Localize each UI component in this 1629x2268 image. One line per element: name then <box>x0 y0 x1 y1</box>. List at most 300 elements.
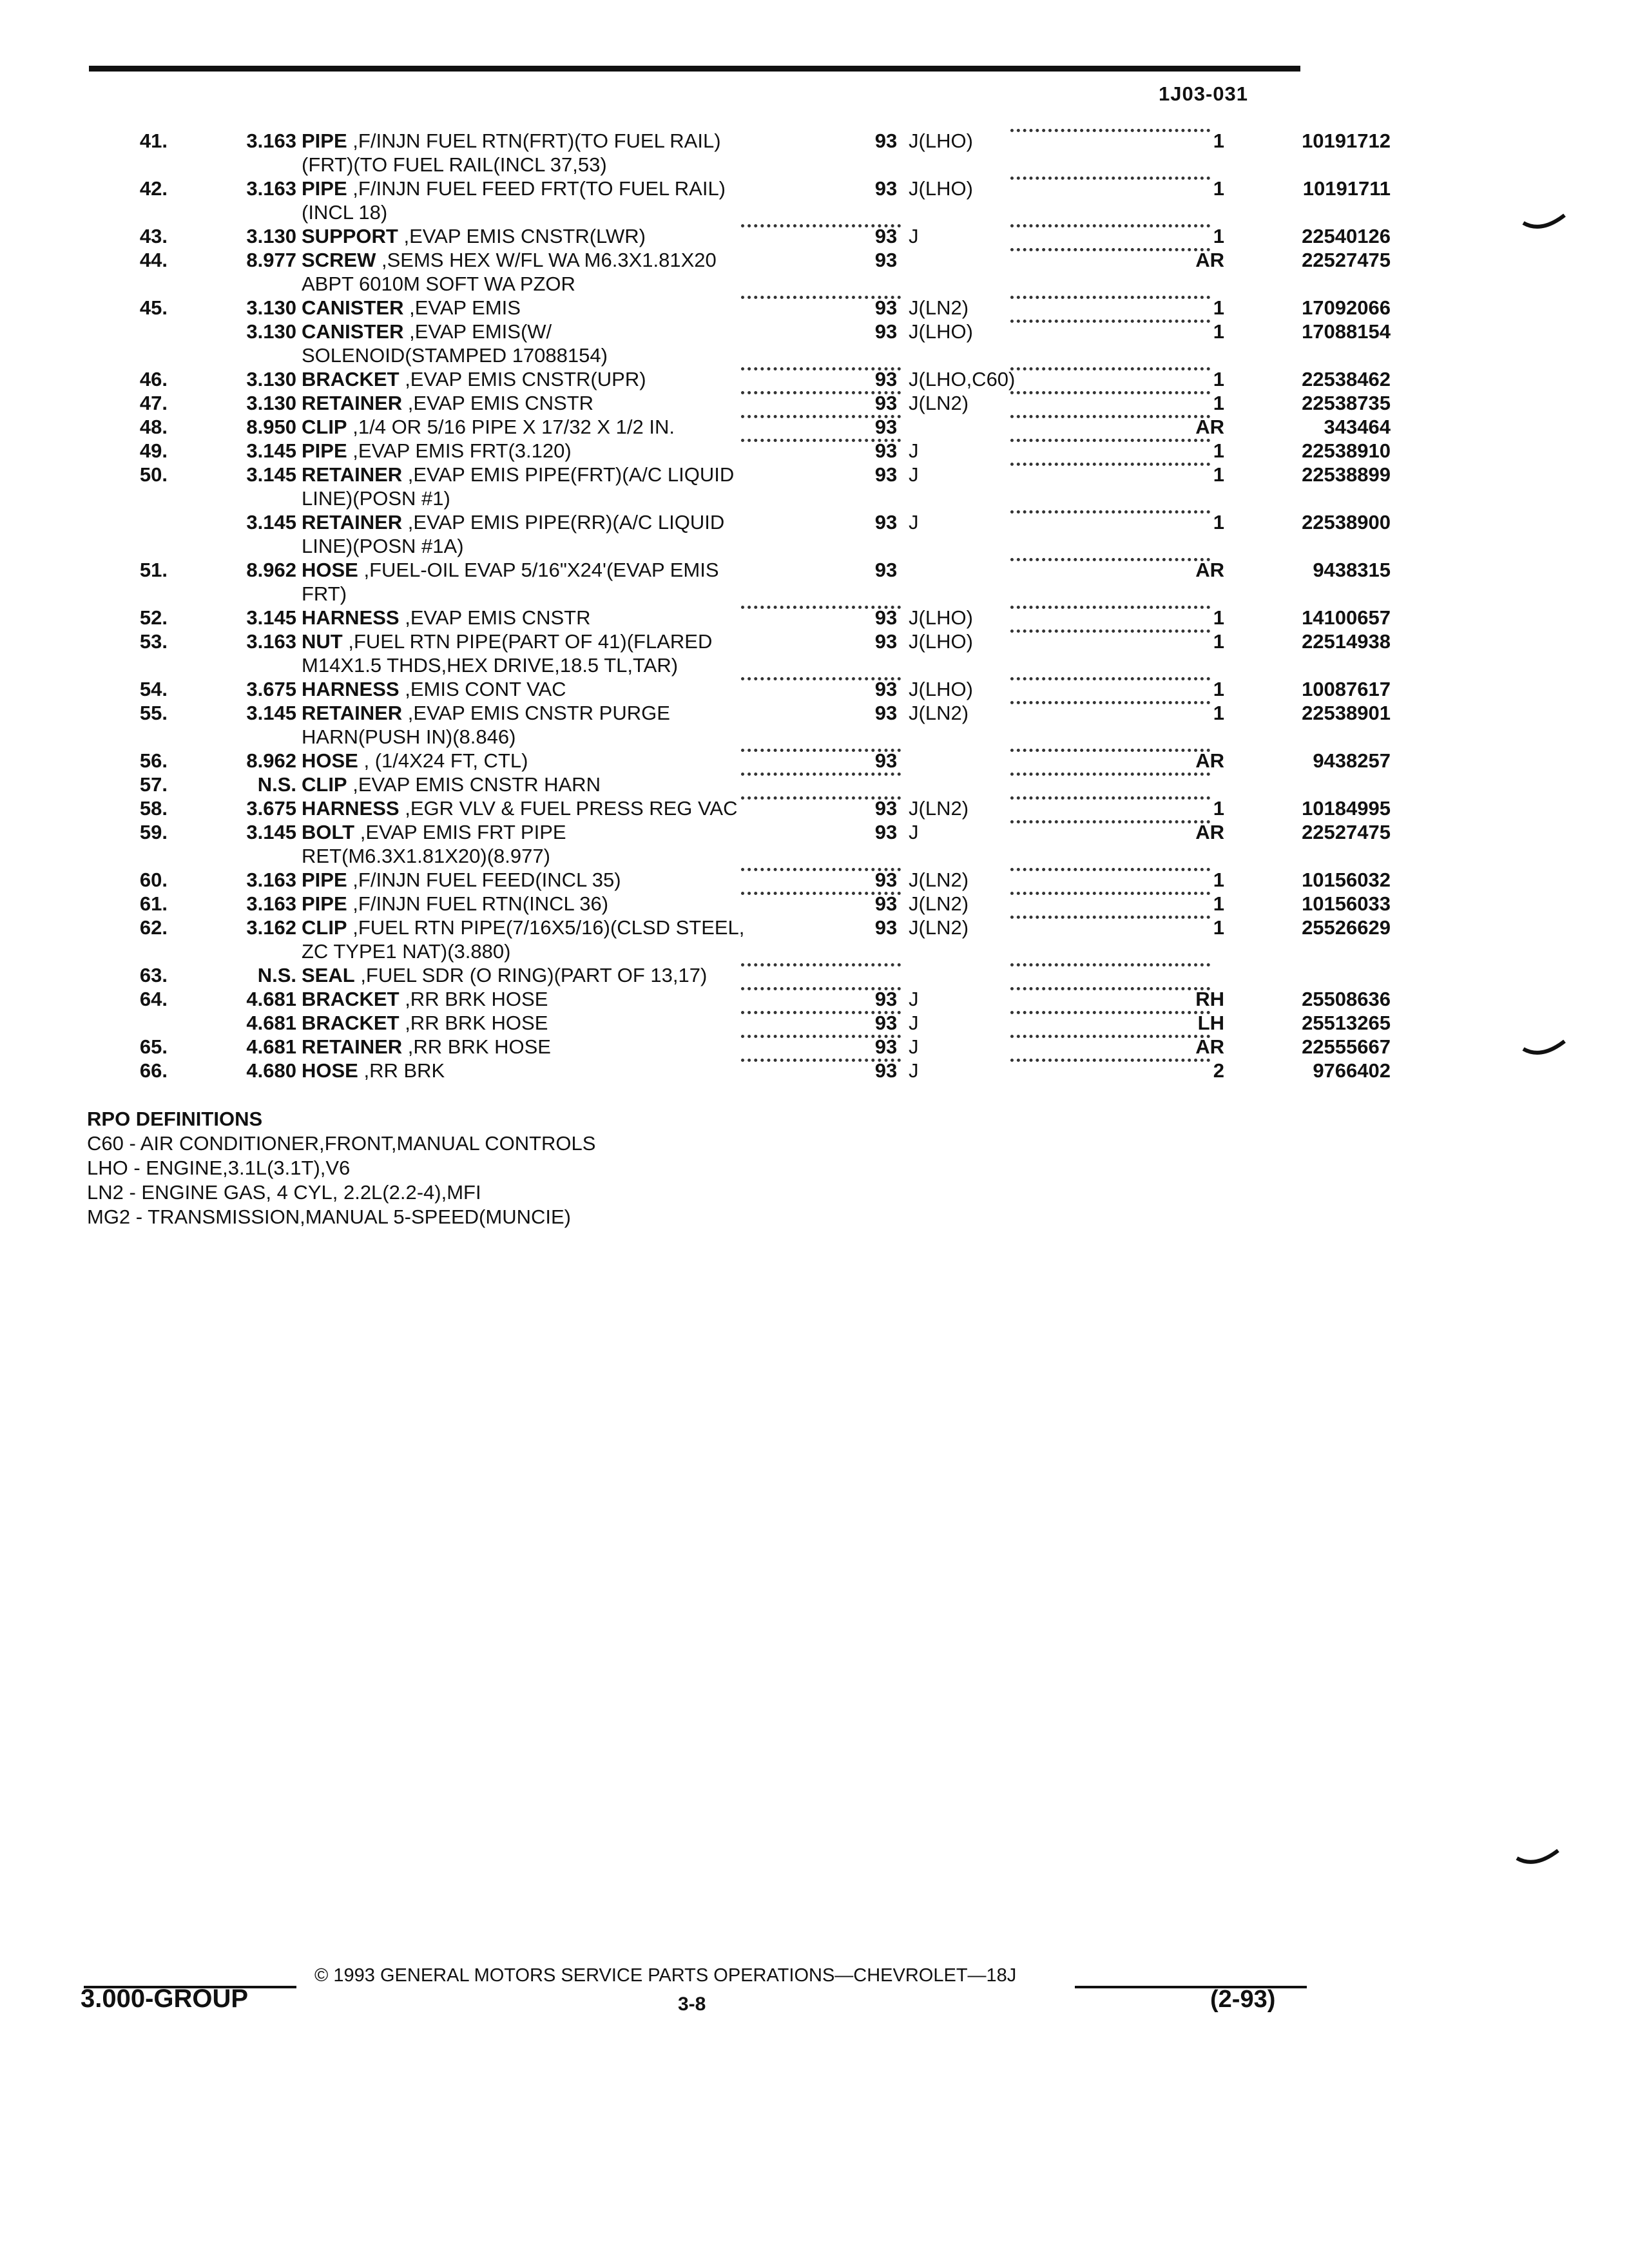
part-name: HOSE <box>302 559 358 581</box>
footer-group: 3.000-GROUP <box>81 1984 249 2013</box>
usage-code: J(LHO) <box>909 630 973 653</box>
table-row <box>90 415 1391 439</box>
group-number: 3.145 <box>246 439 296 462</box>
item-number: 44. <box>139 249 168 271</box>
table-row <box>90 558 1391 582</box>
model-year: 93 <box>874 392 898 414</box>
usage-code: J(LHO,C60) <box>909 368 1016 390</box>
group-number: 8.962 <box>246 749 296 772</box>
continuation-text: LINE)(POSN #1A) <box>302 535 464 557</box>
usage-code: J <box>909 821 919 843</box>
model-year: 93 <box>874 177 898 200</box>
item-number: 46. <box>139 368 168 390</box>
description-continuation <box>90 272 1302 296</box>
model-year: 93 <box>874 1059 898 1082</box>
part-detail: ,F/INJN FUEL RTN(INCL 36) <box>352 892 609 915</box>
model-year: 93 <box>874 225 898 247</box>
usage-code: J(LN2) <box>909 797 969 820</box>
group-number: N.S. <box>257 964 296 986</box>
group-number: 3.130 <box>246 320 296 343</box>
description-continuation <box>90 725 1302 749</box>
part-number: 10156032 <box>1302 869 1391 891</box>
part-number: 22527475 <box>1302 249 1391 271</box>
usage-code: J(LHO) <box>909 320 973 343</box>
part-detail: ,EMIS CONT VAC <box>405 678 566 700</box>
part-name: BRACKET <box>302 368 400 390</box>
model-year: 93 <box>874 702 898 724</box>
continuation-text: LINE)(POSN #1) <box>302 487 450 510</box>
model-year: 93 <box>874 296 898 319</box>
quantity: AR <box>1195 749 1224 772</box>
item-number: 45. <box>139 296 168 319</box>
quantity: 1 <box>1213 439 1224 462</box>
group-number: 4.680 <box>246 1059 296 1082</box>
usage-code: J(LHO) <box>909 606 973 629</box>
table-row <box>90 1035 1391 1059</box>
rpo-definitions <box>87 1107 595 1229</box>
quantity: AR <box>1195 416 1224 438</box>
part-detail: ,FUEL RTN PIPE(7/16X5/16)(CLSD STEEL, <box>352 916 745 939</box>
quantity: AR <box>1195 249 1224 271</box>
part-name: BOLT <box>302 821 355 843</box>
quantity: 1 <box>1213 177 1224 200</box>
part-description <box>302 868 621 892</box>
model-year: 93 <box>874 249 898 271</box>
description-continuation <box>90 844 1302 868</box>
quantity: 1 <box>1213 320 1224 343</box>
group-number: N.S. <box>257 773 296 796</box>
group-number: 4.681 <box>246 1035 296 1058</box>
table-row <box>90 224 1391 248</box>
part-number: 9438257 <box>1313 749 1391 772</box>
continuation-text: RET(M6.3X1.81X20)(8.977) <box>302 845 550 867</box>
usage-code: J(LN2) <box>909 892 969 915</box>
part-name: RETAINER <box>302 392 403 414</box>
part-description <box>302 296 521 320</box>
usage-code: J(LHO) <box>909 130 973 152</box>
part-name: CLIP <box>302 416 347 438</box>
table-row <box>90 320 1391 343</box>
part-detail: ,F/INJN FUEL FEED FRT(TO FUEL RAIL) <box>352 177 726 200</box>
part-description <box>302 820 566 844</box>
part-description <box>302 177 726 200</box>
part-number: 22538900 <box>1302 511 1391 533</box>
quantity: LH <box>1197 1012 1224 1034</box>
group-number: 3.130 <box>246 296 296 319</box>
group-number: 3.130 <box>246 368 296 390</box>
dot-leader <box>741 773 901 776</box>
usage-code: J(LN2) <box>909 869 969 891</box>
model-year: 93 <box>874 892 898 915</box>
part-detail: ,RR BRK HOSE <box>405 988 548 1010</box>
quantity: 1 <box>1213 392 1224 414</box>
part-detail: ,RR BRK HOSE <box>405 1012 548 1034</box>
part-description <box>302 129 721 153</box>
quantity: 1 <box>1213 225 1224 247</box>
model-year: 93 <box>874 439 898 462</box>
model-year: 93 <box>874 988 898 1010</box>
part-detail: ,RR BRK <box>363 1059 445 1082</box>
quantity: 2 <box>1213 1059 1224 1082</box>
part-detail: ,F/INJN FUEL FEED(INCL 35) <box>352 869 621 891</box>
part-number: 22538735 <box>1302 392 1391 414</box>
model-year: 93 <box>874 559 898 581</box>
part-name: RETAINER <box>302 463 403 486</box>
dot-leader <box>1010 773 1210 776</box>
table-row <box>90 701 1391 725</box>
group-number: 3.675 <box>246 678 296 700</box>
part-number: 343464 <box>1324 416 1391 438</box>
part-number: 25526629 <box>1302 916 1391 939</box>
part-description <box>302 677 566 701</box>
check-mark-icon <box>1522 1039 1567 1058</box>
group-number: 8.977 <box>246 249 296 271</box>
part-number: 22538462 <box>1302 368 1391 390</box>
item-number: 56. <box>139 749 168 772</box>
table-row <box>90 963 1302 987</box>
part-description <box>302 963 707 987</box>
part-description <box>302 987 548 1011</box>
dot-leader <box>741 963 901 966</box>
part-detail: ,EVAP EMIS(W/ <box>409 320 552 343</box>
model-year: 93 <box>874 630 898 653</box>
model-year: 93 <box>874 606 898 629</box>
table-row <box>90 248 1391 272</box>
part-description <box>302 224 646 248</box>
item-number: 57. <box>139 773 168 796</box>
part-name: CANISTER <box>302 296 404 319</box>
model-year: 93 <box>874 821 898 843</box>
group-number: 3.163 <box>246 869 296 891</box>
rpo-line: MG2 - TRANSMISSION,MANUAL 5-SPEED(MUNCIE) <box>87 1206 571 1228</box>
part-number: 22540126 <box>1302 225 1391 247</box>
part-description <box>302 606 590 629</box>
table-row <box>90 987 1391 1011</box>
part-description <box>302 510 724 534</box>
part-detail: ,1/4 OR 5/16 PIPE X 17/32 X 1/2 IN. <box>352 416 675 438</box>
part-number: 22527475 <box>1302 821 1391 843</box>
item-number: 66. <box>139 1059 168 1082</box>
group-number: 3.163 <box>246 130 296 152</box>
part-description <box>302 1035 551 1059</box>
description-continuation <box>90 343 1302 367</box>
part-detail: ,EVAP EMIS FRT PIPE <box>360 821 566 843</box>
table-row <box>90 391 1391 415</box>
table-row <box>90 820 1391 844</box>
part-detail: ,FUEL SDR (O RING)(PART OF 13,17) <box>360 964 708 986</box>
item-number: 60. <box>139 869 168 891</box>
item-number: 51. <box>139 559 168 581</box>
part-description <box>302 439 572 463</box>
part-number: 17092066 <box>1302 296 1391 319</box>
part-description <box>302 558 719 582</box>
group-number: 4.681 <box>246 988 296 1010</box>
continuation-text: ZC TYPE1 NAT)(3.880) <box>302 940 511 963</box>
part-number: 25513265 <box>1302 1012 1391 1034</box>
part-description <box>302 629 712 653</box>
usage-code: J(LN2) <box>909 702 969 724</box>
model-year: 93 <box>874 463 898 486</box>
quantity: 1 <box>1213 678 1224 700</box>
table-row <box>90 868 1391 892</box>
part-number: 22538899 <box>1302 463 1391 486</box>
description-continuation <box>90 153 1302 177</box>
table-row <box>90 796 1391 820</box>
part-description <box>302 916 744 939</box>
table-row <box>90 367 1391 391</box>
usage-code: J <box>909 439 919 462</box>
table-row <box>90 892 1391 916</box>
group-number: 3.145 <box>246 463 296 486</box>
part-name: RETAINER <box>302 1035 403 1058</box>
part-detail: ,FUEL-OIL EVAP 5/16"X24'(EVAP EMIS <box>363 559 719 581</box>
part-name: SUPPORT <box>302 225 398 247</box>
usage-code: J <box>909 463 919 486</box>
table-row <box>90 296 1391 320</box>
top-rule <box>89 66 1300 72</box>
rpo-line: LHO - ENGINE,3.1L(3.1T),V6 <box>87 1157 351 1179</box>
part-name: SCREW <box>302 249 376 271</box>
part-detail: ,EVAP EMIS CNSTR(LWR) <box>403 225 646 247</box>
continuation-text: ABPT 6010M SOFT WA PZOR <box>302 273 575 295</box>
description-continuation <box>90 534 1302 558</box>
model-year: 93 <box>874 797 898 820</box>
model-year: 93 <box>874 678 898 700</box>
part-detail: ,SEMS HEX W/FL WA M6.3X1.81X20 <box>381 249 717 271</box>
continuation-text: M14X1.5 THDS,HEX DRIVE,18.5 TL,TAR) <box>302 654 679 677</box>
part-description <box>302 367 646 391</box>
quantity: AR <box>1195 1035 1224 1058</box>
part-detail: ,EVAP EMIS PIPE(RR)(A/C LIQUID <box>407 511 725 533</box>
group-number: 8.950 <box>246 416 296 438</box>
part-number: 10191712 <box>1302 130 1391 152</box>
part-name: HARNESS <box>302 797 400 820</box>
part-name: PIPE <box>302 439 347 462</box>
continuation-text: (FRT)(TO FUEL RAIL(INCL 37,53) <box>302 153 607 176</box>
group-number: 4.681 <box>246 1012 296 1034</box>
part-name: RETAINER <box>302 702 403 724</box>
part-description <box>302 248 717 272</box>
part-number: 10184995 <box>1302 797 1391 820</box>
part-detail: ,EGR VLV & FUEL PRESS REG VAC <box>405 797 738 820</box>
continuation-text: FRT) <box>302 582 347 605</box>
usage-code: J <box>909 1035 919 1058</box>
table-row <box>90 749 1391 773</box>
item-number: 41. <box>139 130 168 152</box>
description-continuation <box>90 200 1302 224</box>
continuation-text: HARN(PUSH IN)(8.846) <box>302 726 516 748</box>
part-number: 22514938 <box>1302 630 1391 653</box>
footer-page-number: 3-8 <box>678 1994 706 2015</box>
parts-list <box>90 129 1391 1082</box>
part-detail: ,EVAP EMIS CNSTR <box>407 392 594 414</box>
item-number: 42. <box>139 177 168 200</box>
part-description <box>302 463 734 486</box>
model-year: 93 <box>874 1012 898 1034</box>
part-detail: , (1/4X24 FT, CTL) <box>363 749 528 772</box>
table-row <box>90 1059 1391 1082</box>
part-description <box>302 391 593 415</box>
part-description <box>302 415 675 439</box>
part-number: 22555667 <box>1302 1035 1391 1058</box>
item-number: 49. <box>139 439 168 462</box>
item-number: 58. <box>139 797 168 820</box>
quantity: 1 <box>1213 892 1224 915</box>
model-year: 93 <box>874 511 898 533</box>
item-number: 43. <box>139 225 168 247</box>
part-number: 22538910 <box>1302 439 1391 462</box>
continuation-text: SOLENOID(STAMPED 17088154) <box>302 344 608 367</box>
part-name: HOSE <box>302 1059 358 1082</box>
part-number: 10191711 <box>1302 177 1391 200</box>
quantity: 1 <box>1213 296 1224 319</box>
part-name: PIPE <box>302 130 347 152</box>
table-row <box>90 463 1391 486</box>
part-description <box>302 320 552 343</box>
group-number: 3.145 <box>246 821 296 843</box>
usage-code: J <box>909 225 919 247</box>
model-year: 93 <box>874 320 898 343</box>
item-number: 50. <box>139 463 168 486</box>
rpo-title: RPO DEFINITIONS <box>87 1108 263 1130</box>
part-name: SEAL <box>302 964 355 986</box>
part-description <box>302 892 608 916</box>
usage-code: J <box>909 511 919 533</box>
part-description <box>302 1011 548 1035</box>
dot-leader <box>1010 963 1210 966</box>
part-number: 25508636 <box>1302 988 1391 1010</box>
group-number: 3.163 <box>246 177 296 200</box>
item-number: 54. <box>139 678 168 700</box>
item-number: 64. <box>139 988 168 1010</box>
part-description <box>302 749 528 773</box>
quantity: 1 <box>1213 130 1224 152</box>
usage-code: J(LHO) <box>909 678 973 700</box>
quantity: AR <box>1195 821 1224 843</box>
part-number: 10156033 <box>1302 892 1391 915</box>
quantity: 1 <box>1213 606 1224 629</box>
check-mark-icon <box>1516 1848 1561 1867</box>
part-detail: ,EVAP EMIS CNSTR <box>405 606 591 629</box>
part-name: NUT <box>302 630 343 653</box>
part-number: 10087617 <box>1302 678 1391 700</box>
model-year: 93 <box>874 869 898 891</box>
group-number: 3.145 <box>246 702 296 724</box>
group-number: 3.675 <box>246 797 296 820</box>
footer-copyright: © 1993 GENERAL MOTORS SERVICE PARTS OPERATIONS—CHEVROLET—18J <box>314 1965 1017 1986</box>
model-year: 93 <box>874 1035 898 1058</box>
part-name: HARNESS <box>302 606 400 629</box>
quantity: 1 <box>1213 916 1224 939</box>
rpo-line: LN2 - ENGINE GAS, 4 CYL, 2.2L(2.2-4),MFI <box>87 1181 481 1204</box>
rpo-line: C60 - AIR CONDITIONER,FRONT,MANUAL CONTROLS <box>87 1132 596 1155</box>
part-name: BRACKET <box>302 1012 400 1034</box>
quantity: AR <box>1195 559 1224 581</box>
part-detail: ,EVAP EMIS CNSTR HARN <box>352 773 601 796</box>
item-number: 53. <box>139 630 168 653</box>
part-detail: ,EVAP EMIS FRT(3.120) <box>352 439 572 462</box>
part-detail: ,EVAP EMIS <box>409 296 521 319</box>
item-number: 61. <box>139 892 168 915</box>
continuation-text: (INCL 18) <box>302 201 388 224</box>
description-continuation <box>90 653 1302 677</box>
part-name: CANISTER <box>302 320 404 343</box>
model-year: 93 <box>874 416 898 438</box>
part-name: CLIP <box>302 916 347 939</box>
part-detail: ,EVAP EMIS CNSTR(UPR) <box>405 368 646 390</box>
group-number: 8.962 <box>246 559 296 581</box>
item-number: 48. <box>139 416 168 438</box>
quantity: RH <box>1195 988 1224 1010</box>
model-year: 93 <box>874 916 898 939</box>
table-row <box>90 510 1391 534</box>
item-number: 52. <box>139 606 168 629</box>
table-row <box>90 629 1391 653</box>
page-code: 1J03-031 <box>1159 82 1249 105</box>
part-description <box>302 796 737 820</box>
part-number: 14100657 <box>1302 606 1391 629</box>
part-number: 9438315 <box>1313 559 1391 581</box>
table-row <box>90 677 1391 701</box>
part-description <box>302 1059 445 1082</box>
usage-code: J(LN2) <box>909 296 969 319</box>
quantity: 1 <box>1213 702 1224 724</box>
quantity: 1 <box>1213 630 1224 653</box>
item-number: 47. <box>139 392 168 414</box>
part-detail: ,FUEL RTN PIPE(PART OF 41)(FLARED <box>348 630 713 653</box>
group-number: 3.145 <box>246 511 296 533</box>
group-number: 3.145 <box>246 606 296 629</box>
quantity: 1 <box>1213 869 1224 891</box>
table-row <box>90 916 1391 939</box>
usage-code: J(LN2) <box>909 392 969 414</box>
table-row <box>90 1011 1391 1035</box>
model-year: 93 <box>874 130 898 152</box>
part-name: PIPE <box>302 869 347 891</box>
part-name: BRACKET <box>302 988 400 1010</box>
footer-date: (2-93) <box>1210 1986 1276 2013</box>
part-detail: ,EVAP EMIS CNSTR PURGE <box>407 702 670 724</box>
part-name: HARNESS <box>302 678 400 700</box>
usage-code: J(LN2) <box>909 916 969 939</box>
description-continuation <box>90 939 1302 963</box>
quantity: 1 <box>1213 463 1224 486</box>
table-row <box>90 439 1391 463</box>
group-number: 3.162 <box>246 916 296 939</box>
group-number: 3.130 <box>246 225 296 247</box>
quantity: 1 <box>1213 368 1224 390</box>
check-mark-icon <box>1522 213 1567 232</box>
quantity: 1 <box>1213 511 1224 533</box>
part-detail: ,RR BRK HOSE <box>407 1035 551 1058</box>
part-detail: ,EVAP EMIS PIPE(FRT)(A/C LIQUID <box>407 463 735 486</box>
part-name: PIPE <box>302 892 347 915</box>
usage-code: J <box>909 1059 919 1082</box>
part-name: CLIP <box>302 773 347 796</box>
description-continuation <box>90 582 1302 606</box>
part-number: 17088154 <box>1302 320 1391 343</box>
part-number: 9766402 <box>1313 1059 1391 1082</box>
quantity: 1 <box>1213 797 1224 820</box>
group-number: 3.130 <box>246 392 296 414</box>
part-name: PIPE <box>302 177 347 200</box>
table-row <box>90 773 1302 796</box>
part-description <box>302 773 601 796</box>
item-number: 65. <box>139 1035 168 1058</box>
item-number: 55. <box>139 702 168 724</box>
usage-code: J <box>909 1012 919 1034</box>
group-number: 3.163 <box>246 892 296 915</box>
